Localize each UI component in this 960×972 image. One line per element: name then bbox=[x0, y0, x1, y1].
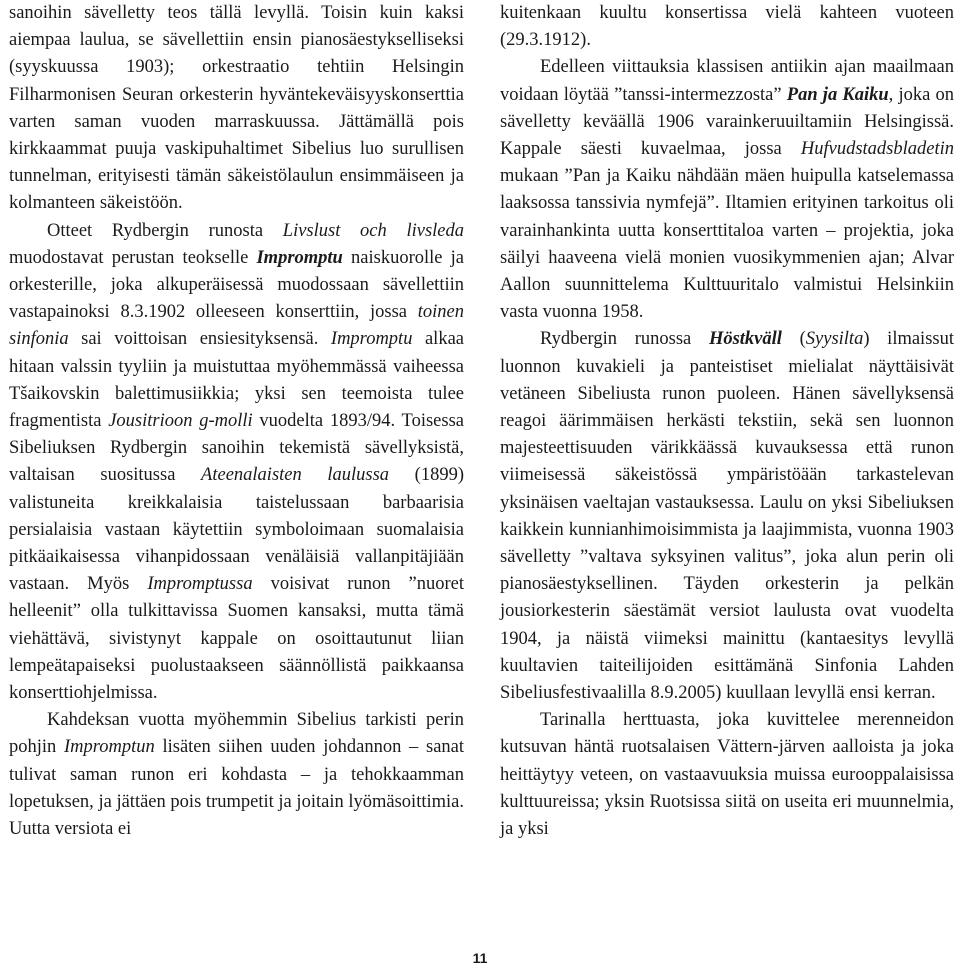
text-run: ) ilmaissut luonnon kuvakieli ja panteistiset mielialat näyttäisivät vetäneen Sibeliusta runon puoleen. Hänen sävellyksensä reagoi äärimmäisen herkästi tekstiin, sekä sen luonnon majesteettisuuden värikkäässä kuvauksessa että runon viimeisessä säkeistössä ympäristöään tarkastelevan yksinäisen vaeltajan vastauksessa. Laulu on yksi Sibeliuksen kaikkein kunnianhimoisimmista ja laajimmista, vuonna 1903 sävelletty ”valtava syksyinen valitus”, joka alun perin oli pianosäestyksellinen. Täyden orkesterin ja pelkän jousiorkesterin säestämät versiot laulusta ovat vuodelta 1904, ja näistä viimeksi mainittu (kantaesitys levyllä kuultavien taiteilijoiden esittämänä Sinfonia Lahden Sibeliusfestivaalilla 8.9.2005) kuullaan levyllä ensi kerran. bbox=[500, 329, 954, 704]
page-number: 11 bbox=[472, 950, 488, 966]
italic-title: Syysilta bbox=[805, 329, 864, 350]
text-run: sanoihin sävelletty teos tällä levyllä. Toisin kuin kaksi aiempaa laulua, se sävellettiin ensin pianosäestykselliseksi (syyskuussa 1903); orkestraatio tehtiin Helsingin Filharmonisen Seuran orkesterin hyväntekeväisyyskonserttia varten saman vuoden marraskuussa. Jättämällä pois kirkkaammat puuja vaskipuhaltimet Sibelius luo surullisen tunnelman, erityisesti tämän säkeistölaulun ensimmäiseen ja kolmanteen säkeistöön. bbox=[9, 3, 464, 214]
left-column bbox=[9, 0, 464, 843]
italic-title: Livslust och livsleda bbox=[282, 220, 464, 241]
right-paragraph-2 bbox=[500, 54, 954, 326]
italic-title: Impromptun bbox=[63, 737, 155, 758]
text-run: kuitenkaan kuultu konsertissa vielä kahteen vuoteen (29.3.1912). bbox=[500, 3, 954, 51]
text-run: Kahdeksan vuotta myöhemmin Sibelius tarkisti perin pohjin bbox=[9, 710, 464, 758]
italic-title: Ateenalaisten laulussa bbox=[201, 465, 390, 486]
text-run: sai voittoisan ensiesityksensä. bbox=[68, 329, 331, 350]
italic-title: toinen sinfonia bbox=[9, 302, 464, 350]
left-paragraph-3 bbox=[9, 707, 464, 843]
text-run: ( bbox=[781, 329, 806, 350]
text-run: Rydbergin runossa bbox=[540, 329, 709, 350]
text-run: (1899) valistuneita kreikkalaisia taistelussaan barbaarisia persialaisia vastaan käytettiin symboloimaan suomalaisia pitkäaikaisessa vihanpidossaan venäläisiä vallanpitäjiään vastaan. Myös bbox=[9, 465, 464, 595]
text-run: muodostavat perustan teokselle bbox=[9, 247, 257, 268]
text-run: naiskuorolle ja orkesterille, joka alkuperäisessä muodossaan sävellettiin vastapainoksi 8.3.1902 olleeseen konserttiin, jossa bbox=[9, 247, 464, 323]
right-paragraph-4 bbox=[500, 707, 954, 843]
left-paragraph-1 bbox=[9, 0, 464, 218]
bold-title: Pan ja Kaiku bbox=[786, 84, 889, 105]
right-paragraph-1 bbox=[500, 0, 954, 54]
text-run: voisivat runon ”nuoret helleenit” olla tulkittavissa Suomen kansaksi, mutta tämä viehättävä, sivistynyt kappale on osoittautunut liian lempeätapaiseksi puolustaakseen säännöllistä paikkaansa konserttiohjelmissa. bbox=[9, 574, 464, 704]
text-run: Tarinalla herttuasta, joka kuvittelee merenneidon kutsuvan häntä ruotsalaisen Vättern-järven aalloista ja joka heittäytyy veteen, on vastaavuuksia muissa eurooppalaisissa kulttuureissa; yksin Ruotsissa siitä on useita eri muunnelmia, ja yksi bbox=[500, 710, 954, 840]
right-column bbox=[500, 0, 954, 843]
italic-title: Jousitrioon g-molli bbox=[108, 411, 253, 432]
italic-title: Impromptu bbox=[330, 329, 413, 350]
text-run: Otteet Rydbergin runosta bbox=[47, 220, 283, 241]
text-run: vuodelta 1893/94. Toisessa Sibeliuksen Rydbergin sanoihin tekemistä sävellyksistä, valtaisan suositussa bbox=[9, 411, 464, 486]
right-paragraph-3 bbox=[500, 326, 954, 707]
italic-title: Hufvudstadsbladetin bbox=[800, 139, 954, 160]
italic-title: Impromptussa bbox=[147, 574, 253, 595]
text-run: , joka on sävelletty keväällä 1906 varainkeruuiltamiin Helsingissä. Kappale säesti kuvaelmaa, jossa bbox=[500, 84, 955, 160]
text-run: alkaa hitaan valssin tyyliin ja muistuttaa myöhemmässä vaiheessa Tšaikovskin balettimusiikkia; yksi sen teemoista tulee fragmentista bbox=[9, 329, 464, 432]
bold-title: Impromptu bbox=[256, 247, 343, 268]
text-run: Edelleen viittauksia klassisen antiikin ajan maailmaan voidaan löytää ”tanssi-intermezzosta” bbox=[500, 57, 954, 105]
left-paragraph-2 bbox=[9, 218, 464, 708]
bold-title: Höstkväll bbox=[708, 329, 782, 350]
text-run: mukaan ”Pan ja Kaiku nähdään mäen huipulla katselemassa laaksossa tanssivia nymfejä”. Iltamien erityinen tarkoitus oli varainhankinta uutta konserttitaloa varten – projektia, joka säilyi haaveena vielä monien vuosikymmenien ajan; Alvar Aallon suunnittelema Kulttuuritalo valmistui Helsinkiin vasta vuonna 1958. bbox=[500, 166, 954, 323]
text-run: lisäten siihen uuden johdannon – sanat tulivat saman runon eri kohdasta – ja tehokkaamman lopetuksen, ja jättäen pois trumpetit ja joitain lyömäsoittimia. Uutta versiota ei bbox=[9, 737, 465, 840]
